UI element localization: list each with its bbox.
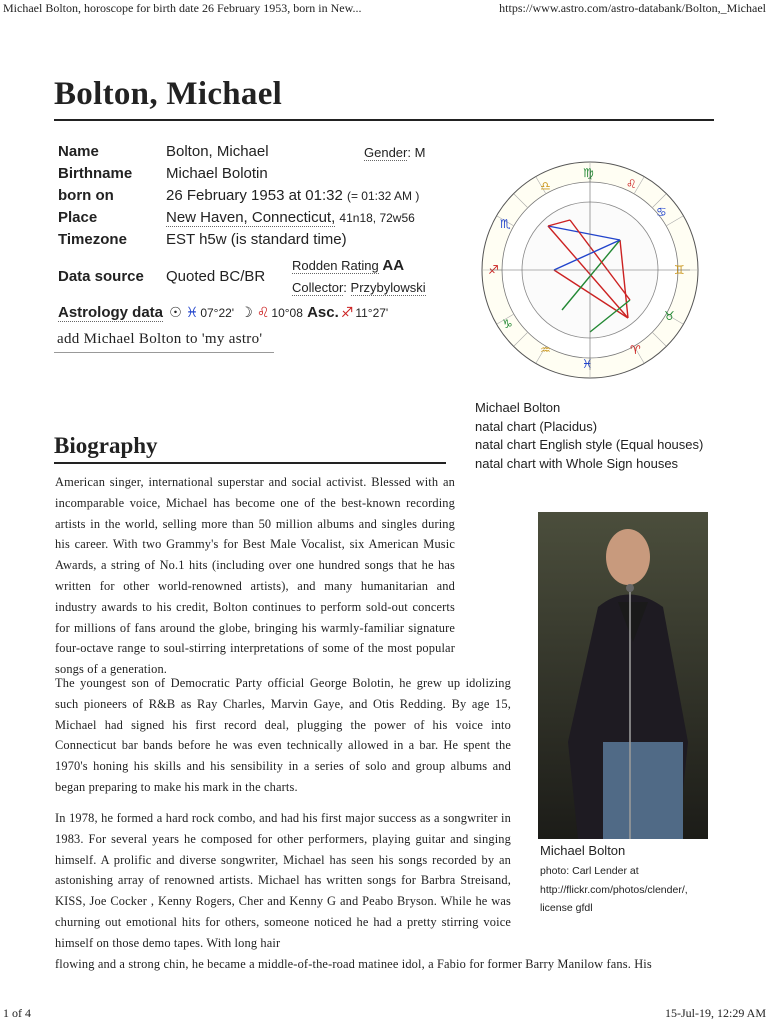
libra-glyph-icon: ♎ [540,179,551,193]
print-footer [0,1004,768,1024]
chart-link-equal-houses[interactable]: natal chart English style (Equal houses) [475,437,704,452]
print-timestamp: 15-Jul-19, 12:29 AM [664,1006,766,1020]
taurus-glyph-icon: ♉ [664,309,675,323]
collector-value[interactable]: Przybylowski [350,280,426,295]
photo-license: license gfdl [540,902,593,914]
born-label: born on [58,187,114,204]
biography-heading: Biography [54,433,158,458]
pisces-icon: ♓ [185,304,199,320]
chart-caption [475,399,703,473]
virgo-glyph-icon: ♍ [583,166,594,180]
add-to-my-astro-link[interactable]: add Michael Bolton to 'my astro' [57,331,263,347]
moon-icon: ☽ [240,304,253,320]
pisces-glyph-icon: ♓ [582,357,593,371]
name-label: Name [58,143,99,160]
sagittarius-icon: ♐ [340,304,354,320]
photo-caption [540,843,688,918]
leo-icon: ♌ [256,304,270,320]
gender-value: : M [407,145,426,160]
chart-link-whole-sign[interactable]: natal chart with Whole Sign houses [475,455,679,471]
bio-p1-text: American singer, international superstar and social activist. Blessed with an incomparable voice, Michael has become one of the best-known recording artists in the world, selling more than 50 million albums and singles during his career. With two Grammy's for Best Male Vocalist, six American Music Awards, a string of No.1 hits (including over one hundred songs that he has written for other world-renowned artists), and many humanitarian and industry awards to his credit, Bolton continues to perform sold-out concerts for millions of fans around the globe, bringing his warmly-familiar signature four-octave range to soul-stirring interpretations of some of the most popular songs of a generation. [55,475,455,677]
gender-link[interactable]: Gender [364,145,408,160]
page-title: Bolton, Michael [54,76,283,112]
asc-label: Asc. [307,304,339,321]
page-indicator: 1 of 4 [3,1006,31,1020]
page-url[interactable]: https://www.astro.com/astro-databank/Bolton,_Michael [499,1,766,15]
aries-glyph-icon: ♈ [630,343,641,357]
gemini-glyph-icon: ♊ [674,263,685,277]
collector-field: Collector: Przybylowski [292,280,426,295]
leo-glyph-icon: ♌ [626,177,637,191]
title-divider [54,119,714,121]
aquarius-glyph-icon: ♒ [540,343,551,357]
asc-position: 11°27' [355,306,389,320]
place-coords: 41n18, 72w56 [339,211,415,225]
born-note: (= 01:32 AM ) [346,189,420,203]
born-value: 26 February 1953 at 01:32 [166,187,343,204]
name-value: Bolton, Michael [166,143,269,160]
place-label: Place [58,209,98,226]
rodden-field [292,257,404,274]
moon-position: 10°08 [271,306,303,320]
bio-paragraph-1a [55,472,455,680]
photo-credit-line-1: photo: Carl Lender at [540,865,639,877]
rodden-link[interactable]: Rodden Rating [292,258,379,273]
astrology-data-row [58,304,388,324]
chart-link-placidus[interactable]: natal chart (Placidus) [475,418,598,434]
place-value-group [166,209,415,226]
born-value-group [166,187,419,204]
sun-icon: ☉ [169,304,182,320]
bio-paragraph-2: The youngest son of Democratic Party official George Bolotin, he grew up idolizing such pioneers of R&B as Ray Charles, Marvin Gaye, and Otis Redding. By age 15, Michael had signed his first record deal, plugging the power of his voice into Connecticut bar bands before he was even technically allowed in a bar. He spent the 1970's honing his skills and his sensibility in a series of solo and group albums and began preparing to make his mark in the charts. [55,676,511,794]
natal-chart-wheel[interactable] [470,150,710,390]
place-link[interactable]: New Haven, Connecticut, [166,209,336,226]
print-header [0,0,768,18]
rodden-value: AA [382,257,405,274]
timezone-value: EST h5w (is standard time) [166,231,347,248]
birthname-value: Michael Bolotin [166,165,268,182]
photo-caption-name: Michael Bolton [540,843,626,858]
chart-caption-name: Michael Bolton [475,400,561,415]
photo-credit-link[interactable]: http://flickr.com/photos/clender/, [540,883,688,896]
tab-title: Michael Bolton, horoscope for birth date 26 February 1953, born in New... [3,1,362,15]
source-value: Quoted BC/BR [166,268,266,285]
add-link-underline [54,352,274,353]
bio-paragraph-3: In 1978, he formed a hard rock combo, and had his first major success as a songwriter in 1983. For several years he composed for other performers, playing guitar and singing himself. A prolific and diverse songwriter, Michael has seen his songs recorded by an astonishing array of renowned artists. Michael has written songs for Barbra Streisand, KISS, Joe Cocker , Kenny Rogers, Cher and Kenny G and Peabo Bryson. While he was churning out emotional hits for others, someone noticed he had a pretty stirring voice himself on those demo tapes. With long hair [55,811,511,950]
gender-field [364,145,425,160]
scorpio-glyph-icon: ♏ [500,217,511,231]
astrology-data-label[interactable]: Astrology data [58,304,164,321]
bio-paragraph-3-end: flowing and a strong chin, he became a middle-of-the-road matinee idol, a Fabio for former Barry Manilow fans. His [55,957,652,971]
birthname-label: Birthname [58,165,133,182]
biography-divider [54,462,446,464]
source-label[interactable]: Data source [58,268,144,285]
photo-michael-bolton [538,512,708,839]
capricorn-glyph-icon: ♑ [502,317,513,331]
collector-link[interactable]: Collector [292,280,344,295]
sagittarius-glyph-icon: ♐ [488,263,499,277]
timezone-label: Timezone [58,231,127,248]
sun-position: 07°22' [200,306,235,320]
cancer-glyph-icon: ♋ [656,205,667,219]
